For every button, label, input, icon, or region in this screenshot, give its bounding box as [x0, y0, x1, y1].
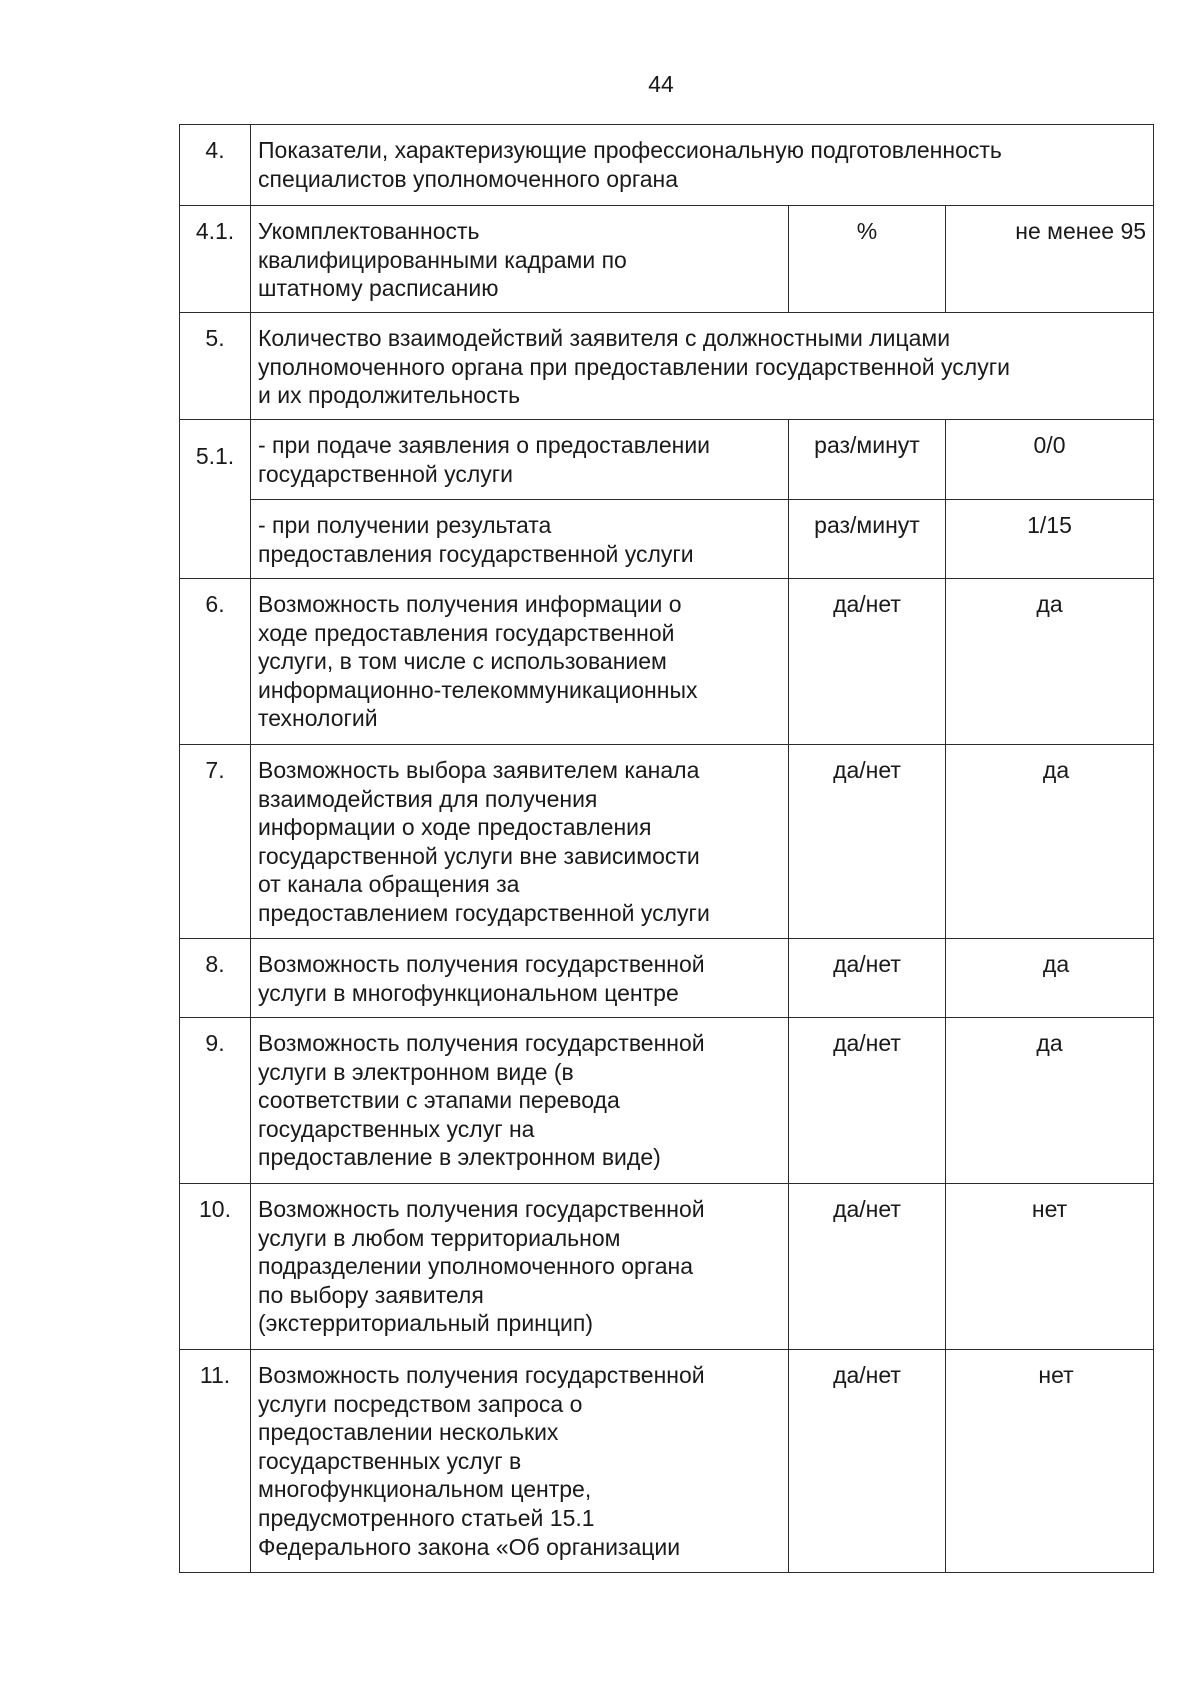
- text-line: и их продолжительность: [258, 382, 521, 409]
- text-line: предоставление в электронном виде): [258, 1144, 661, 1171]
- text-line: штатному расписанию: [258, 275, 499, 302]
- unit-cell: да/нет: [789, 1184, 946, 1350]
- table-row-section-5: [180, 313, 1154, 420]
- text-line: Федерального закона «Об организации: [258, 1533, 681, 1560]
- indicator-description: [251, 500, 789, 579]
- value-cell: 1/15: [946, 500, 1154, 579]
- text-line: услуги посредством запроса о: [258, 1390, 583, 1417]
- unit-cell: да/нет: [789, 579, 946, 745]
- text-line: многофункциональном центре,: [258, 1476, 592, 1503]
- text-line: от канала обращения за: [258, 871, 520, 898]
- text-line: взаимодействия для получения: [258, 785, 598, 812]
- text-line: - при подаче заявления о предоставлении: [258, 432, 711, 458]
- text-line: ходе предоставления государственной: [258, 619, 675, 646]
- row-number: 8.: [180, 939, 251, 1018]
- unit-cell: да/нет: [789, 939, 946, 1018]
- table-row: [180, 1018, 1154, 1184]
- unit-cell: да/нет: [789, 745, 946, 939]
- table-row: [180, 579, 1154, 745]
- text-line: услуги в электронном виде (в: [258, 1058, 574, 1085]
- row-number: 9.: [180, 1018, 251, 1184]
- indicator-description: [251, 745, 789, 939]
- text-line: специалистов уполномоченного органа: [258, 165, 679, 192]
- row-number: 7.: [180, 745, 251, 939]
- unit-cell: да/нет: [789, 1018, 946, 1184]
- text-line: услуги в многофункциональном центре: [258, 979, 679, 1006]
- text-line: государственных услуг в: [258, 1447, 522, 1474]
- indicator-description: [251, 1184, 789, 1350]
- value-cell: да: [946, 1018, 1154, 1184]
- text-line: предоставления государственной услуги: [258, 540, 694, 567]
- text-line: квалифицированными кадрами по: [258, 246, 627, 273]
- table-row: [180, 1184, 1154, 1350]
- section-title: [251, 313, 1154, 420]
- table-row: [180, 420, 1154, 500]
- text-line: предоставлении нескольких: [258, 1419, 559, 1446]
- table-row: [180, 939, 1154, 1018]
- indicator-description: [251, 579, 789, 745]
- value-cell: да: [946, 745, 1154, 939]
- table-row: [180, 745, 1154, 939]
- text-line: предоставлением государственной услуги: [258, 899, 710, 926]
- text-line: государственных услуг на: [258, 1115, 535, 1142]
- indicators-table: [179, 124, 1154, 1573]
- text-line: уполномоченного органа при предоставлении государственной услуги: [258, 353, 1010, 380]
- text-line: услуги, в том числе с использованием: [258, 648, 667, 675]
- text-line: подразделении уполномоченного органа: [258, 1253, 694, 1280]
- row-number: 11.: [180, 1350, 251, 1573]
- indicator-description: [251, 420, 789, 500]
- table-row: [180, 206, 1154, 313]
- value-cell: нет: [946, 1184, 1154, 1350]
- indicator-description: [251, 939, 789, 1018]
- text-line: услуги в любом территориальном: [258, 1224, 621, 1251]
- indicator-description: [251, 206, 789, 313]
- text-line: Возможность выбора заявителем канала: [258, 757, 700, 783]
- text-line: технологий: [258, 705, 378, 732]
- row-number: 4.1.: [180, 206, 251, 313]
- table-row: [180, 500, 1154, 579]
- text-line: государственной услуги: [258, 460, 514, 487]
- text-line: Возможность получения государственной: [258, 1196, 705, 1222]
- table-row-section-4: [180, 125, 1154, 206]
- table-row: [180, 1350, 1154, 1573]
- unit-cell: раз/минут: [789, 500, 946, 579]
- row-number: 6.: [180, 579, 251, 745]
- row-number: 4.: [180, 125, 251, 206]
- row-number: 5.1.: [180, 420, 251, 579]
- unit-cell: да/нет: [789, 1350, 946, 1573]
- text-line: Показатели, характеризующие профессиональную подготовленность: [258, 137, 1002, 163]
- text-line: (экстерриториальный принцип): [258, 1310, 594, 1337]
- text-line: государственной услуги вне зависимости: [258, 842, 700, 869]
- unit-cell: раз/минут: [789, 420, 946, 500]
- text-line: информации о ходе предоставления: [258, 814, 652, 841]
- indicator-description: [251, 1018, 789, 1184]
- page-number: 44: [648, 71, 674, 97]
- text-line: Возможность получения информации о: [258, 591, 682, 617]
- text-line: информационно-телекоммуникационных: [258, 676, 698, 703]
- text-line: - при получении результата: [258, 512, 552, 538]
- indicator-description: [251, 1350, 789, 1573]
- value-cell: да: [946, 579, 1154, 745]
- text-line: Возможность получения государственной: [258, 1362, 705, 1388]
- value-cell: 0/0: [946, 420, 1154, 500]
- row-number: 10.: [180, 1184, 251, 1350]
- text-line: соответствии с этапами перевода: [258, 1087, 620, 1114]
- text-line: Возможность получения государственной: [258, 1030, 705, 1056]
- text-line: по выбору заявителя: [258, 1281, 484, 1308]
- value-cell: нет: [946, 1350, 1154, 1573]
- value-cell: не менее 95: [946, 206, 1154, 313]
- text-line: Количество взаимодействий заявителя с должностными лицами: [258, 325, 951, 351]
- text-line: предусмотренного статьей 15.1: [258, 1504, 595, 1531]
- value-cell: да: [946, 939, 1154, 1018]
- text-line: Возможность получения государственной: [258, 951, 705, 977]
- text-line: Укомплектованность: [258, 218, 480, 244]
- row-number: 5.: [180, 313, 251, 420]
- section-title: [251, 125, 1154, 206]
- unit-cell: %: [789, 206, 946, 313]
